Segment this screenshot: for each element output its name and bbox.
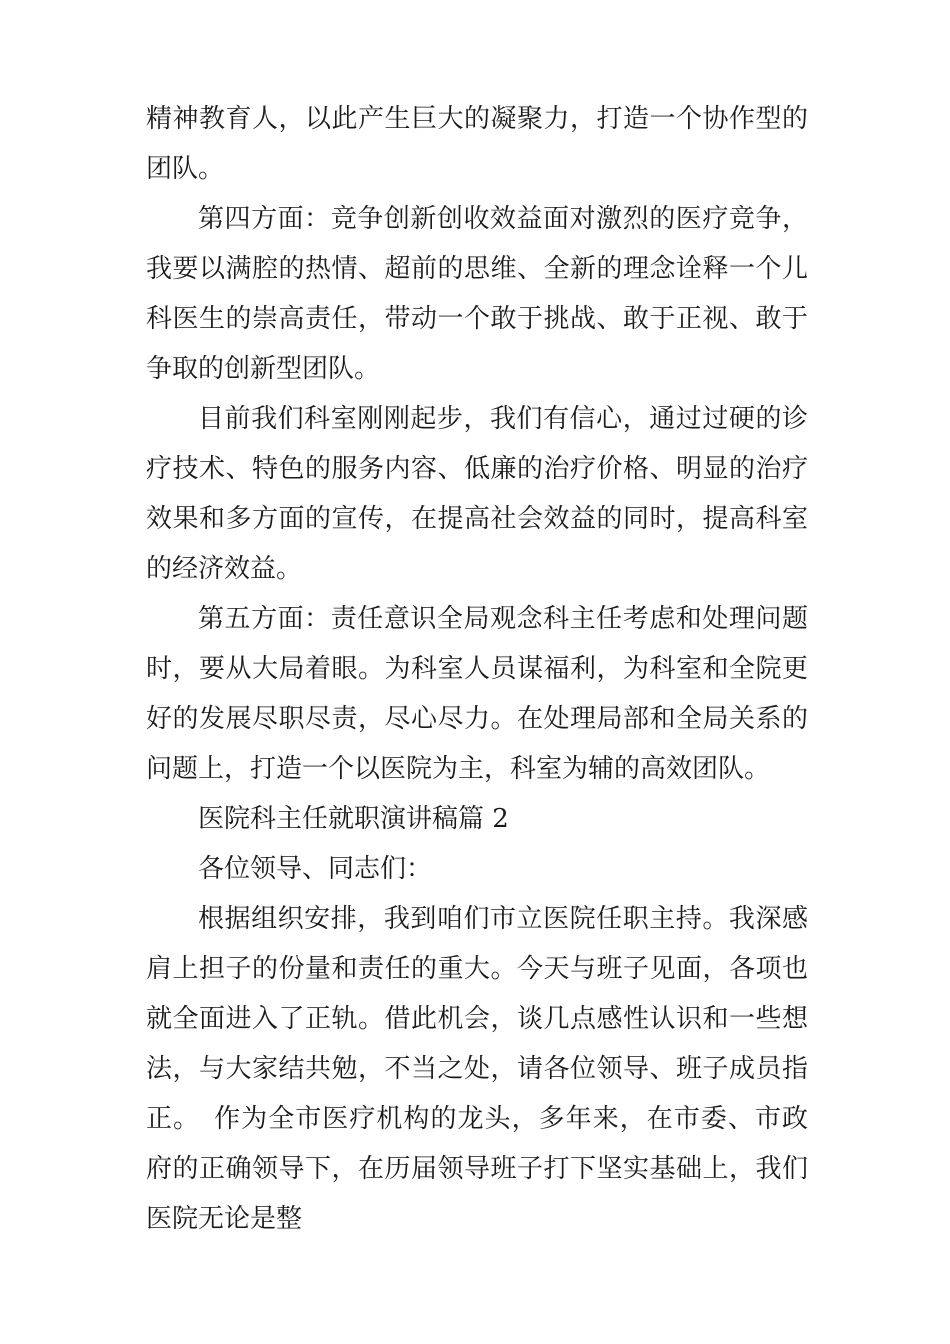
paragraph-7: 根据组织安排，我到咱们市立医院任职主持。我深感肩上担子的份量和责任的重大。今天与班子见面，各项也就全面进入了正轨。借此机会，谈几点感性认识和一些想法，与大家结共勉，不当之处，请各位领导、班子成员指正。 作为全市医疗机构的龙头，多年来，在市委、市政府的正确领导下，在历届领导班子打下坚实基础上，我们医院无论是整 <box>146 904 808 1234</box>
paragraph-3: 目前我们科室刚刚起步，我们有信心，通过过硬的诊疗技术、特色的服务内容、低廉的治疗价格、明显的治疗效果和多方面的宣传，在提高社会效益的同时，提高科室的经济效益。 <box>146 404 808 584</box>
document-body <box>146 94 808 1244</box>
paragraph-2: 第四方面：竞争创新创收效益面对激烈的医疗竞争，我要以满腔的热情、超前的思维、全新的理念诠释一个儿科医生的崇高责任，带动一个敢于挑战、敢于正视、敢于争取的创新型团队。 <box>146 204 808 384</box>
paragraph-4: 第五方面：责任意识全局观念科主任考虑和处理问题时，要从大局着眼。为科室人员谋福利，为科室和全院更好的发展尽职尽责，尽心尽力。在处理局部和全局关系的问题上，打造一个以医院为主，科室为辅的高效团队。 <box>146 604 808 784</box>
salutation: 各位领导、同志们： <box>198 854 433 884</box>
section-heading: 医院科主任就职演讲稿篇 2 <box>198 804 509 834</box>
paragraph-1: 精神教育人，以此产生巨大的凝聚力，打造一个协作型的团队。 <box>146 104 808 184</box>
